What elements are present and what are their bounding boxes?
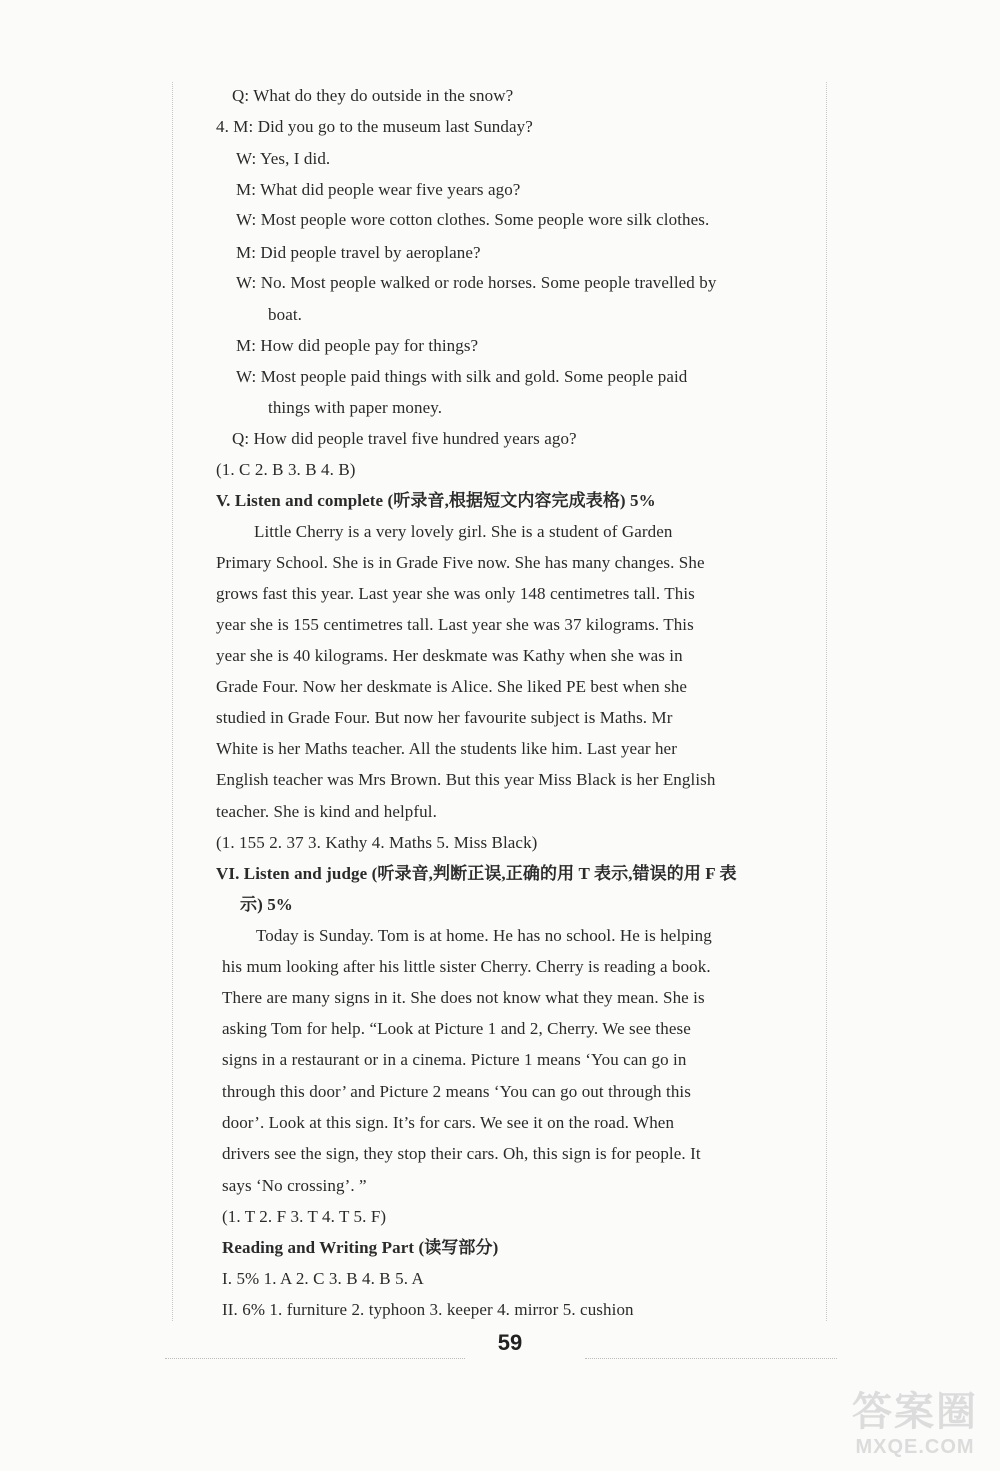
footer-rule-left (165, 1358, 465, 1359)
text-line: year she is 155 centimetres tall. Last year she was 37 kilograms. This (216, 615, 694, 634)
text-line: There are many signs in it. She does not know what they mean. She is (222, 988, 705, 1007)
text-line: boat. (268, 305, 303, 324)
left-margin-line (172, 82, 173, 1321)
footer-rule-right (585, 1358, 837, 1359)
right-margin-line (826, 82, 827, 1321)
text-line: W: No. Most people walked or rode horses. Some people travelled by (236, 273, 717, 292)
text-line: signs in a restaurant or in a cinema. Picture 1 means ‘You can go in (222, 1050, 687, 1069)
text-line: door’. Look at this sign. It’s for cars. We see it on the road. When (222, 1113, 675, 1132)
answer-line: (1. T 2. F 3. T 4. T 5. F) (222, 1207, 387, 1226)
text-line: W: Yes, I did. (236, 149, 331, 168)
answer-line: II. 6% 1. furniture 2. typhoon 3. keeper 4. mirror 5. cushion (222, 1300, 634, 1319)
text-line: Little Cherry is a very lovely girl. She is a student of Garden (254, 522, 673, 541)
text-line: Primary School. She is in Grade Five now. She has many changes. She (216, 553, 705, 572)
page-number: 59 (497, 1330, 523, 1355)
text-line: year she is 40 kilograms. Her deskmate was Kathy when she was in (216, 646, 683, 665)
text-line: asking Tom for help. “Look at Picture 1 and 2, Cherry. We see these (222, 1019, 691, 1038)
text-line: Q: What do they do outside in the snow? (232, 86, 514, 105)
text-line: 4. M: Did you go to the museum last Sunday? (216, 117, 533, 136)
text-line: Grade Four. Now her deskmate is Alice. She liked PE best when she (216, 677, 688, 696)
answer-line: (1. C 2. B 3. B 4. B) (216, 460, 356, 479)
watermark-top: 答案圈 (852, 1390, 978, 1434)
text-line: through this door’ and Picture 2 means ‘You can go out through this (222, 1082, 691, 1101)
section-heading: V. Listen and complete (听录音,根据短文内容完成表格) 5% (216, 491, 656, 510)
text-line: M: What did people wear five years ago? (236, 180, 521, 199)
answer-line: (1. 155 2. 37 3. Kathy 4. Maths 5. Miss Black) (216, 833, 538, 852)
text-line: teacher. She is kind and helpful. (216, 802, 437, 821)
part-heading: Reading and Writing Part (读写部分) (222, 1238, 499, 1257)
text-line: grows fast this year. Last year she was only 148 centimetres tall. This (216, 584, 695, 603)
text-line: W: Most people paid things with silk and gold. Some people paid (236, 367, 688, 386)
text-line: Q: How did people travel five hundred years ago? (232, 429, 577, 448)
text-line: Today is Sunday. Tom is at home. He has no school. He is helping (256, 926, 712, 945)
text-line: English teacher was Mrs Brown. But this year Miss Black is her English (216, 770, 716, 789)
watermark-bottom: MXQE.COM (855, 1436, 975, 1458)
text-line: his mum looking after his little sister Cherry. Cherry is reading a book. (222, 957, 711, 976)
text-line: drivers see the sign, they stop their cars. Oh, this sign is for people. It (222, 1144, 701, 1163)
section-heading: VI. Listen and judge (听录音,判断正误,正确的用 T 表示,错误的用 F 表 (216, 864, 737, 883)
text-line: White is her Maths teacher. All the students like him. Last year her (216, 739, 677, 758)
watermark-logo (840, 1388, 990, 1468)
answer-line: I. 5% 1. A 2. C 3. B 4. B 5. A (222, 1269, 424, 1288)
text-line: says ‘No crossing’. ” (222, 1176, 367, 1195)
text-line: studied in Grade Four. But now her favourite subject is Maths. Mr (216, 708, 673, 727)
text-line: W: Most people wore cotton clothes. Some people wore silk clothes. (236, 210, 710, 229)
text-line: things with paper money. (268, 398, 443, 417)
text-line: M: How did people pay for things? (236, 336, 479, 355)
text-line: M: Did people travel by aeroplane? (236, 243, 481, 262)
section-heading: 示) 5% (240, 895, 293, 914)
